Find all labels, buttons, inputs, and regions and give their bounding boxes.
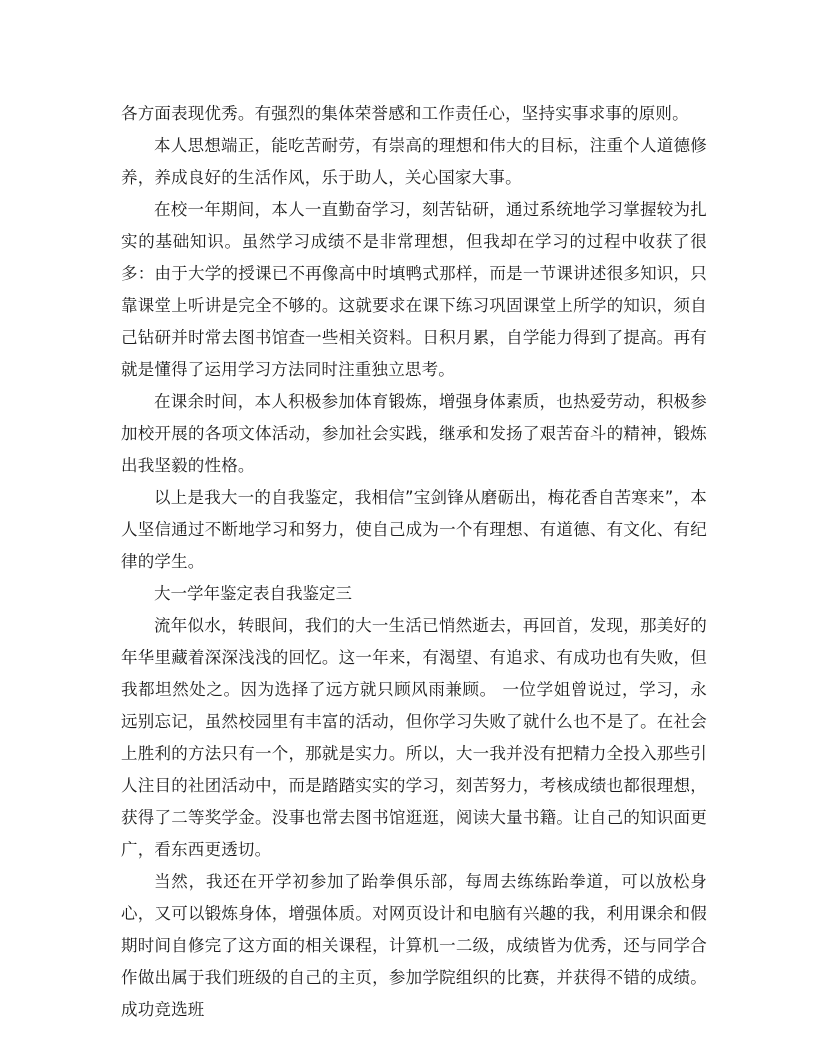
paragraph-4: 在课余时间，本人积极参加体育锻炼，增强身体素质，也热爱劳动，积极参加校开展的各项文体活动，参加社会实践，继承和发扬了艰苦奋斗的精神，锻炼出我坚毅的性格。	[121, 392, 707, 475]
paragraph-7: 当然，我还在开学初参加了跆拳俱乐部，每周去练练跆拳道，可以放松身心，又可以锻炼身体，增强体质。对网页设计和电脑有兴趣的我，利用课余和假期时间自修完了这方面的相关课程，计算机一二级，成绩皆为优秀，还与同学合作做出属于我们班级的自己的主页，参加学院组织的比赛，并获得不错的成绩。 成功竞选班	[121, 872, 707, 1019]
section-heading: 大一学年鉴定表自我鉴定三	[154, 584, 352, 603]
paragraph-2: 本人思想端正，能吃苦耐劳，有崇高的理想和伟大的目标，注重个人道德修养，养成良好的生活作风，乐于助人，关心国家大事。	[121, 136, 707, 187]
paragraph-3: 在校一年期间，本人一直勤奋学习，刻苦钻研，通过系统地学习掌握较为扎实的基础知识。虽然学习成绩不是非常理想，但我却在学习的过程中收获了很多：由于大学的授课已不再像高中时填鸭式那样，而是一节课讲述很多知识，只靠课堂上听讲是完全不够的。这就要求在课下练习巩固课堂上所学的知识，须自己钻研并时常去图书馆查一些相关资料。日积月累，自学能力得到了提高。再有就是懂得了运用学习方法同时注重独立思考。	[121, 200, 707, 379]
document-body	[121, 98, 707, 1026]
paragraph-6: 流年似水，转眼间，我们的大一生活已悄然逝去，再回首，发现，那美好的年华里藏着深深浅浅的回忆。这一年来，有渴望、有追求、有成功也有失败，但我都坦然处之。因为选择了远方就只顾风雨兼顾。 一位学姐曾说过，学习，永远别忘记，虽然校园里有丰富的活动，但你学习失败了就什么也不是了。在社会上胜利的方法只有一个，那就是实力。所以，大一我并没有把精力全投入那些引人注目的社团活动中，而是踏踏实实的学习，刻苦努力，考核成绩也都很理想，获得了二等奖学金。没事也常去图书馆逛逛，阅读大量书籍。让自己的知识面更广，看东西更透切。	[121, 616, 707, 859]
paragraph-5: 以上是我大一的自我鉴定，我相信”宝剑锋从磨砺出，梅花香自苦寒来”，本人坚信通过不断地学习和努力，使自己成为一个有理想、有道德、有文化、有纪律的学生。	[121, 488, 707, 571]
paragraph-1: 各方面表现优秀。有强烈的集体荣誉感和工作责任心，坚持实事求事的原则。	[121, 104, 689, 123]
